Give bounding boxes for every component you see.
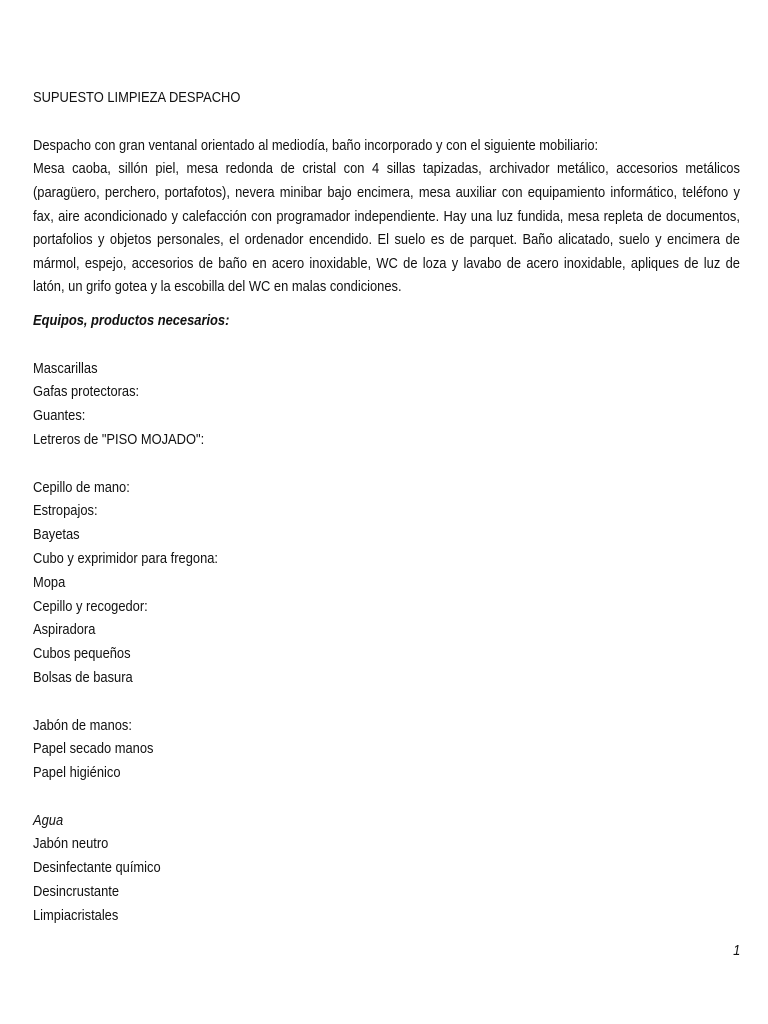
intro-line: Despacho con gran ventanal orientado al mediodía, baño incorporado y con el siguiente mobiliario: — [33, 136, 599, 154]
list-item: Gafas protectoras: — [33, 383, 140, 401]
list-item: Papel higiénico — [33, 764, 121, 782]
list-item: Desinfectante químico — [33, 859, 161, 877]
document-title: SUPUESTO LIMPIEZA DESPACHO — [33, 89, 241, 106]
list-item: Desincrustante — [33, 883, 120, 901]
list-item: Mascarillas — [33, 359, 98, 377]
list-item: Cepillo y recogedor: — [33, 597, 148, 615]
list-item: Cubo y exprimidor para fregona: — [33, 549, 219, 567]
list-item: Limpiacristales — [33, 906, 119, 924]
list-item: Jabón de manos: — [33, 716, 132, 734]
list-item: Cubos pequeños — [33, 645, 131, 663]
products-list — [33, 809, 740, 928]
products-heading: Agua — [33, 811, 64, 829]
section-heading: Equipos, productos necesarios: — [33, 311, 230, 329]
list-item: Estropajos: — [33, 502, 98, 520]
list-item: Guantes: — [33, 407, 86, 425]
page-number: 1 — [732, 942, 740, 959]
list-item: Cepillo de mano: — [33, 478, 130, 496]
list-item: Bayetas — [33, 526, 80, 544]
hygiene-list — [33, 714, 740, 785]
tools-list — [33, 476, 740, 690]
list-item: Bolsas de basura — [33, 668, 133, 686]
protection-list — [33, 357, 740, 452]
description-paragraph: Mesa caoba, sillón piel, mesa redonda de cristal con 4 sillas tapizadas, archivador metálico, accesorios metálicos (paragüero, perchero, portafotos), nevera minibar bajo encimera, mesa auxiliar con equipamiento informático, teléfono y fax, aire acondicionado y calefacción con programador independiente. Hay una luz fundida, mesa repleta de documentos, portafolios y objetos personales, el ordenador encendido. El suelo es de parquet. Baño alicatado, suelo y encimera de mármol, espejo, accesorios de baño en acero inoxidable, WC de loza y lavabo de acero inoxidable, apliques de luz de latón, un grifo gotea y la escobilla del WC en malas condiciones. — [33, 160, 740, 296]
list-item: Papel secado manos — [33, 740, 154, 758]
list-item: Mopa — [33, 573, 66, 591]
list-item: Aspiradora — [33, 621, 96, 639]
list-item: Letreros de "PISO MOJADO": — [33, 430, 205, 448]
list-item: Jabón neutro — [33, 835, 109, 853]
